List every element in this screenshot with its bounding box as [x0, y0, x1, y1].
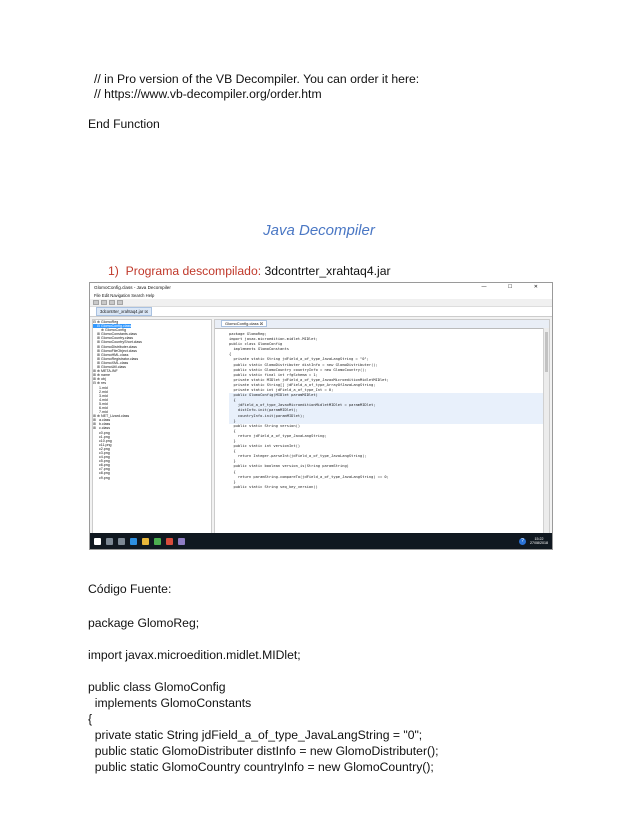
tree-item[interactable]: 1.mid	[93, 385, 108, 390]
source-line-import: import javax.microedition.midlet.MIDlet;	[88, 648, 301, 662]
vb-comment-line-2: // https://www.vb-decompiler.org/order.htm	[94, 87, 322, 101]
decompiler-taskbar-icon[interactable]	[178, 538, 185, 545]
source-line-countryinfo: public static GlomoCountry countryInfo = new GlomoCountry();	[88, 760, 434, 774]
source-line-brace: {	[88, 712, 93, 726]
tree-item[interactable]: c3.png	[93, 451, 110, 455]
code-line: jdField_a_of_type_JavaxMicroeditionMidletMIDlet = paramMIDlet;	[229, 403, 549, 408]
search-icon[interactable]	[106, 538, 113, 545]
windows-taskbar	[90, 533, 552, 549]
tree-item[interactable]: ⊞ ⊕ NET_Lizard.class	[93, 414, 130, 419]
tree-item[interactable]: c10.png	[93, 438, 112, 443]
end-function-text: End Function	[88, 117, 160, 131]
tree-item[interactable]: c9.png	[93, 475, 110, 480]
code-line: countryInfo.init(paramMIDlet);	[229, 414, 549, 419]
tree-item[interactable]: ⊞ c.class	[93, 426, 110, 431]
tree-item[interactable]: ⊞ ⊕ name	[93, 373, 111, 378]
tree-item[interactable]: c6.png	[93, 463, 110, 468]
java-decompiler-heading: Java Decompiler	[263, 222, 375, 239]
tree-item[interactable]: ⊞ GlomoXML.class	[93, 360, 129, 365]
list-item-program	[108, 264, 391, 279]
back-icon[interactable]	[109, 300, 115, 305]
code-line: public static GlomoCountry countryInfo = new GlomoCountry();	[229, 367, 367, 372]
code-line: }	[229, 419, 549, 424]
toolbar	[90, 299, 552, 307]
code-line: public static GlomoDistributer distInfo = new GlomoDistributer();	[229, 362, 378, 367]
forward-icon[interactable]	[117, 300, 123, 305]
list-item-number: 1)	[108, 264, 119, 278]
code-line: private static String jdField_a_of_type_JavaLangString = "0";	[229, 357, 369, 362]
code-line: {	[229, 398, 549, 403]
tree-item[interactable]: ⊞ GlomoUtil.class	[93, 365, 126, 370]
list-item-value: 3dcontrter_xrahtaq4.jar	[264, 264, 391, 278]
tree-item[interactable]: 3.mid	[93, 393, 108, 398]
code-line: return Integer.parseInt(jdField_a_of_type_JavaLangString);	[229, 454, 367, 459]
browser-icon[interactable]	[130, 538, 137, 545]
tree-item[interactable]: ⊞ a.class	[93, 418, 111, 423]
window-controls[interactable]: — ☐ ✕	[481, 284, 548, 290]
tree-item[interactable]: c2.png	[93, 446, 110, 451]
code-line: {	[229, 469, 236, 474]
code-line: private static String[] jdField_a_of_type_ArrayOfJavaLangString;	[229, 382, 376, 387]
tree-item[interactable]: c5.png	[93, 459, 110, 464]
source-line-implements: implements GlomoConstants	[88, 696, 252, 710]
tree-item[interactable]: ⊞ GlomoFileObject.class	[93, 348, 137, 353]
source-line-field-string: private static String jdField_a_of_type_JavaLangString = "0";	[88, 728, 423, 742]
tree-item[interactable]: ⊞ ⊕ obj	[93, 377, 106, 382]
tree-item[interactable]: ⊞ GlomoHML.class	[93, 352, 129, 357]
windows-start-icon[interactable]	[94, 538, 101, 545]
code-line: package GlomoReg;	[229, 332, 267, 336]
tree-item[interactable]: c1.png	[93, 434, 110, 439]
code-line: distInfo.init(paramMIDlet);	[229, 408, 549, 413]
clock-date: 27/08/2018	[530, 541, 548, 545]
tree-item[interactable]: 2.mid	[93, 389, 108, 394]
tree-item[interactable]: c8.png	[93, 471, 110, 476]
editor-tab[interactable]	[215, 320, 549, 329]
tree-item[interactable]: ⊞ GlomoDistributer.class	[93, 344, 137, 349]
code-editor[interactable]	[214, 319, 550, 535]
window-title: GlomoConfig.class - Java Decompiler	[94, 285, 171, 290]
help-icon[interactable]: ?	[519, 538, 526, 545]
code-line: public static boolean version_is(String paramString)	[229, 464, 349, 469]
code-line: }	[229, 438, 236, 443]
code-line: public GlomoConfig(MIDlet paramMIDlet)	[229, 393, 549, 398]
code-line: public static String version()	[229, 423, 301, 428]
tree-item[interactable]: ⊟ ⊕ res	[93, 381, 107, 386]
code-line: return jdField_a_of_type_JavaLangString;	[229, 433, 327, 438]
open-file-icon[interactable]	[93, 300, 99, 305]
java-decompiler-screenshot	[89, 282, 553, 550]
editor-scrollbar[interactable]	[543, 328, 549, 534]
tree-item[interactable]: ⊞ b.class	[93, 422, 111, 427]
clock-time: 15:22	[534, 537, 544, 541]
code-line: }	[229, 459, 236, 464]
save-icon[interactable]	[101, 300, 107, 305]
tree-item[interactable]: c11.png	[93, 442, 112, 447]
jar-tab[interactable]	[90, 307, 552, 317]
task-view-icon[interactable]	[118, 538, 125, 545]
menu-bar[interactable]: File Edit Navigation Search Help	[90, 292, 552, 299]
source-line-package: package GlomoReg;	[88, 616, 200, 630]
code-line: public static String seq_key_version()	[229, 484, 318, 489]
tree-item[interactable]: ⊕ GlomoConfig	[93, 328, 126, 333]
tree-item[interactable]: ⊞ GlomoConstants.class	[93, 332, 137, 337]
vb-comment-line-1: // in Pro version of the VB Decompiler. You can order it here:	[94, 72, 420, 86]
folder-icon[interactable]	[142, 538, 149, 545]
tree-item[interactable]: ⊞ GlomoRegistrator.class	[93, 356, 139, 361]
tree-item[interactable]: ⊞ GlomoCountry.class	[93, 336, 134, 341]
list-item-label: Programa descompilado:	[125, 264, 262, 278]
jar-tab-label[interactable]: 3dcontrter_xrahtaq4.jar ☒	[96, 307, 152, 316]
app-icon[interactable]	[154, 538, 161, 545]
scrollbar-thumb[interactable]	[545, 332, 548, 372]
code-line: {	[229, 428, 236, 433]
code-line: private static MIDlet jdField_a_of_type_JavaxMicroeditionMidletMIDlet;	[229, 377, 389, 382]
editor-tab-label[interactable]: GlomoConfig.class ☒	[221, 320, 267, 327]
source-line-class: public class GlomoConfig	[88, 680, 226, 694]
tree-item[interactable]: 7.mid	[93, 410, 108, 415]
system-tray[interactable]	[519, 537, 548, 545]
code-line: }	[229, 479, 236, 484]
media-icon[interactable]	[166, 538, 173, 545]
tree-item[interactable]: ⊞ ⊕ META-INF	[93, 369, 118, 374]
tree-item[interactable]: ⊞ GlomoCountryShort.class	[93, 340, 142, 345]
tree-item[interactable]: 4.mid	[93, 397, 108, 402]
code-line: public static int versionInt()	[229, 444, 301, 449]
code-line: implements GlomoConstants	[229, 347, 289, 352]
decompiled-code	[215, 329, 549, 490]
code-line: {	[229, 449, 236, 454]
code-line: public static final int rfgSchema = 1;	[229, 372, 318, 377]
tree-item[interactable]: ⊟ ⊕ GlomoReg	[93, 320, 119, 324]
tree-item[interactable]: c7.png	[93, 467, 110, 472]
code-line: {	[229, 352, 232, 357]
codigo-fuente-label: Código Fuente:	[88, 582, 172, 596]
tree-item[interactable]: c4.png	[93, 455, 110, 460]
code-line: return paramString.compareTo(jdField_a_of_type_JavaLangString) == 0;	[229, 474, 389, 479]
tree-item[interactable]: c0.png	[93, 430, 110, 435]
tree-item[interactable]: 6.mid	[93, 405, 108, 410]
tree-item-selected[interactable]: ⊟ GlomoConfig.class	[93, 324, 132, 329]
package-tree[interactable]	[92, 319, 212, 535]
code-line: import javax.microedition.midlet.MIDlet;	[229, 337, 318, 342]
code-line: private static int jdField_a_of_type_Int = 0;	[229, 388, 334, 393]
window-titlebar	[90, 283, 552, 292]
code-line: public class GlomoConfig	[229, 342, 283, 347]
tree-item[interactable]: 5.mid	[93, 401, 108, 406]
source-line-distinfo: public static GlomoDistributer distInfo = new GlomoDistributer();	[88, 744, 439, 758]
